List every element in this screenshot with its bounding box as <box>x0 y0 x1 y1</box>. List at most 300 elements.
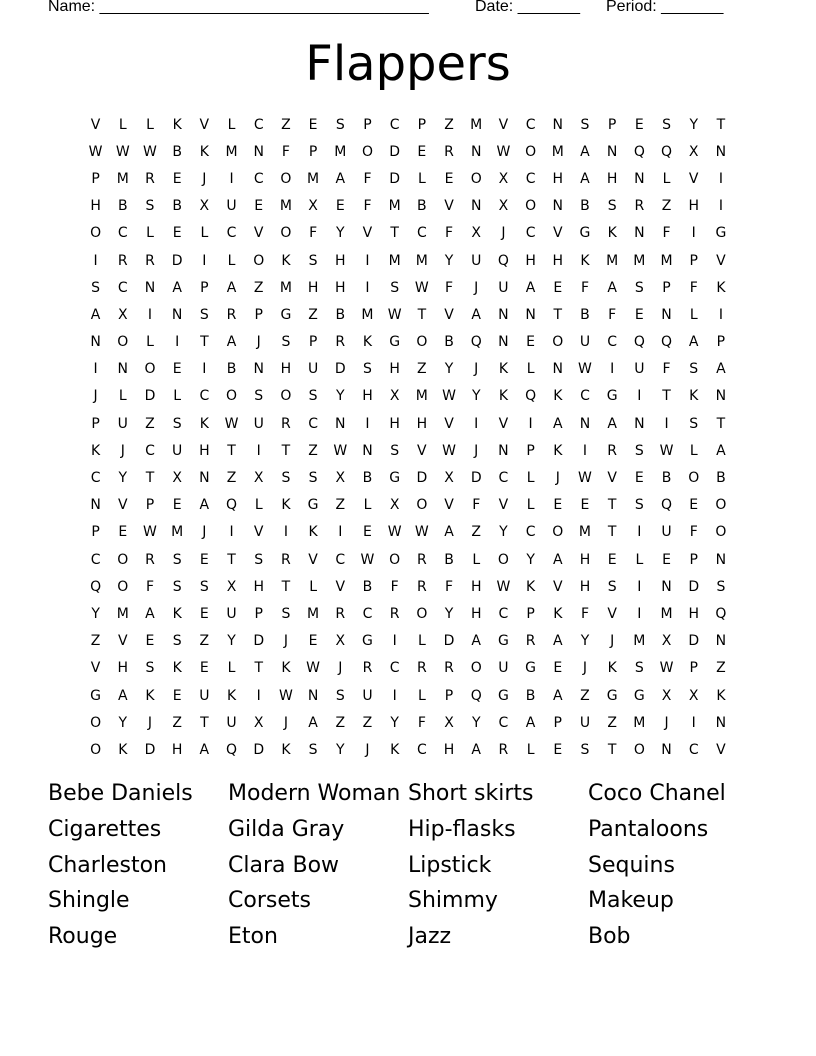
grid-letter[interactable]: Q <box>525 388 537 405</box>
grid-letter[interactable]: F <box>580 605 589 622</box>
grid-letter[interactable]: Z <box>362 714 373 731</box>
grid-letter[interactable]: L <box>227 660 236 677</box>
grid-letter[interactable]: S <box>580 741 590 758</box>
grid-letter[interactable]: R <box>145 252 155 269</box>
grid-letter[interactable]: E <box>634 306 644 323</box>
grid-letter[interactable]: G <box>633 687 645 704</box>
grid-letter[interactable]: M <box>334 143 347 160</box>
grid-letter[interactable]: J <box>474 442 479 459</box>
grid-letter[interactable]: R <box>416 660 427 677</box>
grid-letter[interactable]: M <box>171 524 184 541</box>
grid-letter[interactable]: E <box>308 633 318 650</box>
grid-letter[interactable]: S <box>662 116 671 133</box>
grid-letter[interactable]: K <box>390 741 400 758</box>
grid-letter[interactable]: D <box>253 633 265 650</box>
grid-letter[interactable]: W <box>224 415 239 432</box>
grid-letter[interactable]: U <box>579 714 591 731</box>
grid-letter[interactable]: Z <box>335 714 346 731</box>
grid-letter[interactable]: P <box>145 497 155 514</box>
grid-letter[interactable]: D <box>443 633 455 650</box>
grid-letter[interactable]: I <box>256 687 261 704</box>
grid-letter[interactable]: S <box>607 198 617 215</box>
grid-letter[interactable]: H <box>171 741 183 758</box>
grid-letter[interactable]: X <box>498 198 509 215</box>
grid-letter[interactable]: O <box>280 170 292 187</box>
grid-letter[interactable]: N <box>715 551 727 568</box>
grid-letter[interactable]: W <box>278 687 293 704</box>
grid-letter[interactable]: G <box>389 470 401 487</box>
grid-letter[interactable]: V <box>90 660 101 677</box>
grid-letter[interactable]: P <box>553 714 562 731</box>
grid-letter[interactable]: Y <box>227 633 236 650</box>
grid-letter[interactable]: E <box>172 361 182 378</box>
grid-letter[interactable]: V <box>498 415 509 432</box>
grid-letter[interactable]: F <box>445 225 454 242</box>
grid-letter[interactable]: X <box>308 198 318 215</box>
grid-letter[interactable]: D <box>171 252 183 269</box>
grid-letter[interactable]: J <box>501 225 506 242</box>
grid-letter[interactable]: K <box>553 442 563 459</box>
grid-letter[interactable]: Z <box>308 442 318 459</box>
grid-letter[interactable]: O <box>361 143 373 160</box>
grid-letter[interactable]: I <box>637 578 642 595</box>
grid-letter[interactable]: I <box>691 225 696 242</box>
grid-letter[interactable]: A <box>471 633 481 650</box>
grid-letter[interactable]: S <box>172 578 182 595</box>
grid-letter[interactable]: G <box>606 687 618 704</box>
grid-letter[interactable]: R <box>634 198 645 215</box>
grid-letter[interactable]: E <box>254 198 264 215</box>
grid-letter[interactable]: D <box>253 741 265 758</box>
grid-letter[interactable]: T <box>662 388 671 405</box>
grid-letter[interactable]: J <box>474 279 479 296</box>
grid-letter[interactable]: S <box>335 116 345 133</box>
grid-letter[interactable]: H <box>470 605 482 622</box>
grid-letter[interactable]: R <box>416 578 427 595</box>
grid-letter[interactable]: W <box>333 442 348 459</box>
grid-letter[interactable]: F <box>689 279 698 296</box>
grid-letter[interactable]: U <box>498 660 509 677</box>
grid-letter[interactable]: F <box>662 361 671 378</box>
grid-letter[interactable]: E <box>417 143 427 160</box>
grid-letter[interactable]: Q <box>633 143 645 160</box>
grid-letter[interactable]: Z <box>716 660 726 677</box>
grid-letter[interactable]: E <box>553 741 563 758</box>
grid-letter[interactable]: B <box>525 687 536 704</box>
grid-letter[interactable]: H <box>253 578 264 595</box>
grid-letter[interactable]: A <box>226 279 237 296</box>
grid-letter[interactable]: Q <box>661 143 673 160</box>
grid-letter[interactable]: T <box>607 497 617 514</box>
grid-letter[interactable]: D <box>334 361 346 378</box>
grid-letter[interactable]: N <box>525 306 536 323</box>
grid-letter[interactable]: C <box>335 551 346 568</box>
grid-letter[interactable]: H <box>552 252 564 269</box>
grid-letter[interactable]: R <box>226 306 237 323</box>
grid-letter[interactable]: I <box>392 687 397 704</box>
grid-letter[interactable]: C <box>525 170 536 187</box>
grid-letter[interactable]: I <box>175 334 180 351</box>
grid-letter[interactable]: K <box>498 361 508 378</box>
grid-letter[interactable]: F <box>281 143 290 160</box>
grid-letter[interactable]: O <box>144 361 156 378</box>
grid-letter[interactable]: H <box>470 578 482 595</box>
grid-letter[interactable]: L <box>662 170 671 187</box>
grid-letter[interactable]: A <box>607 279 617 296</box>
grid-letter[interactable]: M <box>633 252 646 269</box>
grid-letter[interactable]: K <box>580 252 590 269</box>
grid-letter[interactable]: K <box>172 605 182 622</box>
grid-letter[interactable]: A <box>525 714 536 731</box>
grid-letter[interactable]: L <box>417 170 426 187</box>
grid-letter[interactable]: B <box>580 306 590 323</box>
grid-letter[interactable]: M <box>415 388 428 405</box>
grid-letter[interactable]: I <box>256 442 261 459</box>
grid-letter[interactable]: M <box>361 306 374 323</box>
grid-letter[interactable]: T <box>607 741 617 758</box>
grid-letter[interactable]: R <box>335 605 346 622</box>
grid-letter[interactable]: S <box>172 633 182 650</box>
word-search-grid[interactable] <box>82 111 735 764</box>
grid-letter[interactable]: S <box>172 415 182 432</box>
grid-letter[interactable]: Z <box>172 714 182 731</box>
grid-letter[interactable]: Y <box>336 388 345 405</box>
grid-letter[interactable]: M <box>225 143 238 160</box>
grid-letter[interactable]: Y <box>499 524 508 541</box>
grid-letter[interactable]: A <box>580 170 590 187</box>
grid-letter[interactable]: S <box>254 551 264 568</box>
grid-letter[interactable]: N <box>307 687 319 704</box>
grid-letter[interactable]: U <box>498 279 509 296</box>
grid-letter[interactable]: G <box>606 388 618 405</box>
grid-letter[interactable]: I <box>283 524 288 541</box>
grid-letter[interactable]: N <box>715 388 727 405</box>
grid-letter[interactable]: U <box>253 415 264 432</box>
grid-letter[interactable]: C <box>90 551 101 568</box>
grid-letter[interactable]: R <box>362 660 373 677</box>
grid-letter[interactable]: V <box>117 633 128 650</box>
grid-letter[interactable]: K <box>553 388 563 405</box>
grid-letter[interactable]: T <box>553 306 563 323</box>
grid-letter[interactable]: S <box>634 660 644 677</box>
grid-letter[interactable]: U <box>661 524 672 541</box>
grid-letter[interactable]: U <box>199 687 210 704</box>
grid-letter[interactable]: Q <box>661 497 673 514</box>
grid-letter[interactable]: J <box>93 388 98 405</box>
grid-letter[interactable]: G <box>307 497 319 514</box>
grid-letter[interactable]: X <box>498 170 509 187</box>
grid-letter[interactable]: D <box>389 170 401 187</box>
grid-letter[interactable]: V <box>498 116 509 133</box>
grid-letter[interactable]: N <box>498 306 509 323</box>
grid-letter[interactable]: J <box>256 334 261 351</box>
grid-letter[interactable]: Y <box>118 714 128 731</box>
grid-letter[interactable]: Y <box>471 388 481 405</box>
grid-letter[interactable]: C <box>117 225 128 242</box>
grid-letter[interactable]: A <box>471 306 481 323</box>
grid-letter[interactable]: H <box>117 660 129 677</box>
grid-letter[interactable]: S <box>634 442 644 459</box>
grid-letter[interactable]: Y <box>444 252 454 269</box>
grid-letter[interactable]: V <box>552 578 563 595</box>
grid-letter[interactable]: M <box>116 605 129 622</box>
grid-letter[interactable]: K <box>281 252 291 269</box>
grid-letter[interactable]: E <box>607 551 617 568</box>
grid-letter[interactable]: K <box>607 660 617 677</box>
grid-letter[interactable]: P <box>689 252 698 269</box>
grid-letter[interactable]: H <box>389 415 400 432</box>
grid-letter[interactable]: N <box>715 143 727 160</box>
grid-letter[interactable]: W <box>578 470 592 487</box>
grid-letter[interactable]: R <box>498 741 509 758</box>
grid-letter[interactable]: P <box>200 279 209 296</box>
grid-letter[interactable]: S <box>145 198 155 215</box>
grid-letter[interactable]: E <box>580 497 590 514</box>
grid-letter[interactable]: L <box>472 551 481 568</box>
grid-letter[interactable]: A <box>525 279 536 296</box>
grid-letter[interactable]: U <box>226 714 237 731</box>
grid-letter[interactable]: P <box>91 170 100 187</box>
grid-letter[interactable]: T <box>417 306 427 323</box>
grid-letter[interactable]: C <box>226 225 237 242</box>
grid-letter[interactable]: H <box>335 279 346 296</box>
grid-letter[interactable]: A <box>471 741 481 758</box>
grid-letter[interactable]: U <box>172 442 183 459</box>
grid-letter[interactable]: I <box>718 198 723 215</box>
grid-letter[interactable]: V <box>552 225 563 242</box>
grid-letter[interactable]: I <box>637 524 642 541</box>
grid-letter[interactable]: S <box>281 605 291 622</box>
grid-letter[interactable]: X <box>117 306 128 323</box>
grid-letter[interactable]: C <box>308 415 318 432</box>
grid-letter[interactable]: Q <box>715 605 727 622</box>
grid-letter[interactable]: R <box>607 442 618 459</box>
grid-letter[interactable]: I <box>365 252 370 269</box>
grid-letter[interactable]: V <box>716 741 726 758</box>
grid-letter[interactable]: G <box>579 225 591 242</box>
grid-letter[interactable]: A <box>552 633 563 650</box>
grid-letter[interactable]: T <box>200 334 209 351</box>
grid-letter[interactable]: K <box>145 687 155 704</box>
grid-letter[interactable]: H <box>552 170 564 187</box>
grid-letter[interactable]: Z <box>145 415 155 432</box>
grid-letter[interactable]: V <box>607 470 617 487</box>
grid-letter[interactable]: N <box>552 198 564 215</box>
grid-letter[interactable]: O <box>90 714 102 731</box>
grid-letter[interactable]: B <box>172 198 182 215</box>
grid-letter[interactable]: E <box>553 497 563 514</box>
grid-letter[interactable]: V <box>335 578 346 595</box>
grid-letter[interactable]: I <box>229 170 234 187</box>
grid-letter[interactable]: L <box>309 578 317 595</box>
grid-letter[interactable]: A <box>226 334 237 351</box>
grid-letter[interactable]: M <box>279 279 292 296</box>
grid-letter[interactable]: W <box>442 388 456 405</box>
grid-letter[interactable]: E <box>199 605 209 622</box>
grid-letter[interactable]: P <box>526 442 535 459</box>
grid-letter[interactable]: O <box>470 660 482 677</box>
grid-letter[interactable]: O <box>688 470 700 487</box>
grid-letter[interactable]: N <box>171 306 183 323</box>
grid-letter[interactable]: V <box>417 442 427 459</box>
grid-letter[interactable]: P <box>607 116 617 133</box>
grid-letter[interactable]: N <box>253 143 264 160</box>
grid-letter[interactable]: X <box>389 388 400 405</box>
grid-letter[interactable]: T <box>145 470 155 487</box>
grid-letter[interactable]: F <box>417 714 426 731</box>
grid-letter[interactable]: A <box>552 415 563 432</box>
grid-letter[interactable]: I <box>718 170 723 187</box>
grid-letter[interactable]: W <box>659 660 674 677</box>
grid-letter[interactable]: G <box>389 334 401 351</box>
grid-letter[interactable]: K <box>118 741 128 758</box>
grid-letter[interactable]: C <box>607 334 618 351</box>
grid-letter[interactable]: Z <box>199 633 210 650</box>
grid-letter[interactable]: K <box>716 687 726 704</box>
grid-letter[interactable]: S <box>689 361 699 378</box>
grid-letter[interactable]: P <box>662 279 671 296</box>
grid-letter[interactable]: B <box>172 143 182 160</box>
grid-letter[interactable]: Z <box>308 306 318 323</box>
grid-letter[interactable]: G <box>362 633 373 650</box>
grid-letter[interactable]: A <box>117 687 128 704</box>
grid-letter[interactable]: S <box>607 578 617 595</box>
grid-letter[interactable]: E <box>363 524 372 541</box>
grid-letter[interactable]: N <box>552 116 564 133</box>
grid-letter[interactable]: O <box>416 334 428 351</box>
grid-letter[interactable]: W <box>88 143 103 160</box>
grid-letter[interactable]: X <box>444 714 454 731</box>
grid-letter[interactable]: B <box>716 470 726 487</box>
grid-letter[interactable]: I <box>582 442 588 459</box>
grid-letter[interactable]: H <box>443 741 455 758</box>
grid-letter[interactable]: X <box>688 687 699 704</box>
grid-letter[interactable]: U <box>579 334 591 351</box>
grid-letter[interactable]: U <box>226 605 237 622</box>
grid-letter[interactable]: Q <box>470 687 482 704</box>
grid-letter[interactable]: U <box>307 361 319 378</box>
grid-letter[interactable]: G <box>497 687 509 704</box>
grid-letter[interactable]: S <box>308 741 318 758</box>
grid-letter[interactable]: G <box>715 225 727 242</box>
grid-letter[interactable]: R <box>117 252 128 269</box>
grid-letter[interactable]: I <box>147 306 153 323</box>
grid-letter[interactable]: B <box>362 578 373 595</box>
grid-letter[interactable]: E <box>199 660 209 677</box>
grid-letter[interactable]: J <box>147 714 153 731</box>
grid-letter[interactable]: O <box>715 524 727 541</box>
grid-letter[interactable]: L <box>363 497 372 514</box>
grid-letter[interactable]: C <box>253 170 264 187</box>
grid-letter[interactable]: J <box>202 170 207 187</box>
grid-letter[interactable]: H <box>606 170 618 187</box>
grid-letter[interactable]: S <box>281 470 291 487</box>
grid-letter[interactable]: G <box>90 687 102 704</box>
grid-letter[interactable]: S <box>145 660 155 677</box>
grid-letter[interactable]: K <box>226 687 237 704</box>
grid-letter[interactable]: Y <box>444 605 454 622</box>
grid-letter[interactable]: X <box>661 687 672 704</box>
grid-letter[interactable]: L <box>254 497 263 514</box>
grid-letter[interactable]: E <box>335 198 345 215</box>
grid-letter[interactable]: M <box>388 252 401 269</box>
grid-letter[interactable]: N <box>335 415 346 432</box>
grid-letter[interactable]: H <box>389 361 400 378</box>
grid-letter[interactable]: A <box>335 170 346 187</box>
grid-letter[interactable]: E <box>199 551 209 568</box>
grid-letter[interactable]: E <box>662 551 671 568</box>
grid-letter[interactable]: A <box>444 524 454 541</box>
grid-letter[interactable]: Z <box>607 714 617 731</box>
grid-letter[interactable]: F <box>363 170 372 187</box>
grid-letter[interactable]: A <box>716 361 726 378</box>
grid-letter[interactable]: R <box>335 334 346 351</box>
grid-letter[interactable]: X <box>471 225 482 242</box>
grid-letter[interactable]: L <box>227 116 236 133</box>
grid-letter[interactable]: N <box>634 225 645 242</box>
grid-letter[interactable]: B <box>661 470 672 487</box>
grid-letter[interactable]: V <box>253 225 264 242</box>
grid-letter[interactable]: E <box>172 687 182 704</box>
grid-letter[interactable]: S <box>580 116 590 133</box>
grid-letter[interactable]: O <box>525 143 537 160</box>
grid-letter[interactable]: P <box>91 415 100 432</box>
grid-letter[interactable]: E <box>444 170 454 187</box>
grid-letter[interactable]: V <box>117 497 128 514</box>
grid-letter[interactable]: E <box>308 116 318 133</box>
grid-letter[interactable]: E <box>172 225 182 242</box>
grid-letter[interactable]: K <box>526 578 536 595</box>
grid-letter[interactable]: L <box>200 225 209 242</box>
grid-letter[interactable]: R <box>145 170 155 187</box>
grid-letter[interactable]: Q <box>497 252 509 269</box>
grid-letter[interactable]: V <box>444 415 454 432</box>
grid-letter[interactable]: N <box>498 334 509 351</box>
grid-letter[interactable]: H <box>280 361 292 378</box>
grid-letter[interactable]: Q <box>90 578 102 595</box>
grid-letter[interactable]: K <box>172 660 182 677</box>
grid-letter[interactable]: J <box>610 633 615 650</box>
grid-letter[interactable]: H <box>90 198 101 215</box>
grid-letter[interactable]: F <box>608 306 617 323</box>
grid-letter[interactable]: T <box>390 225 399 242</box>
grid-letter[interactable]: J <box>365 741 370 758</box>
grid-letter[interactable]: N <box>253 361 264 378</box>
grid-letter[interactable]: S <box>172 551 182 568</box>
grid-letter[interactable]: C <box>525 116 536 133</box>
grid-letter[interactable]: T <box>254 660 263 677</box>
grid-letter[interactable]: B <box>362 470 373 487</box>
grid-letter[interactable]: T <box>227 551 236 568</box>
grid-letter[interactable]: L <box>526 741 535 758</box>
grid-letter[interactable]: K <box>91 442 101 459</box>
grid-letter[interactable]: C <box>498 714 509 731</box>
grid-letter[interactable]: K <box>716 279 726 296</box>
grid-letter[interactable]: C <box>389 660 400 677</box>
grid-letter[interactable]: I <box>365 279 370 296</box>
grid-letter[interactable]: G <box>525 660 537 677</box>
grid-letter[interactable]: O <box>280 225 292 242</box>
grid-letter[interactable]: M <box>307 170 320 187</box>
grid-letter[interactable]: X <box>226 578 237 595</box>
grid-letter[interactable]: N <box>715 714 727 731</box>
grid-letter[interactable]: V <box>444 198 454 215</box>
grid-letter[interactable]: O <box>497 551 509 568</box>
grid-letter[interactable]: O <box>280 388 292 405</box>
grid-letter[interactable]: I <box>637 388 642 405</box>
grid-letter[interactable]: W <box>387 524 402 541</box>
grid-letter[interactable]: D <box>389 143 401 160</box>
